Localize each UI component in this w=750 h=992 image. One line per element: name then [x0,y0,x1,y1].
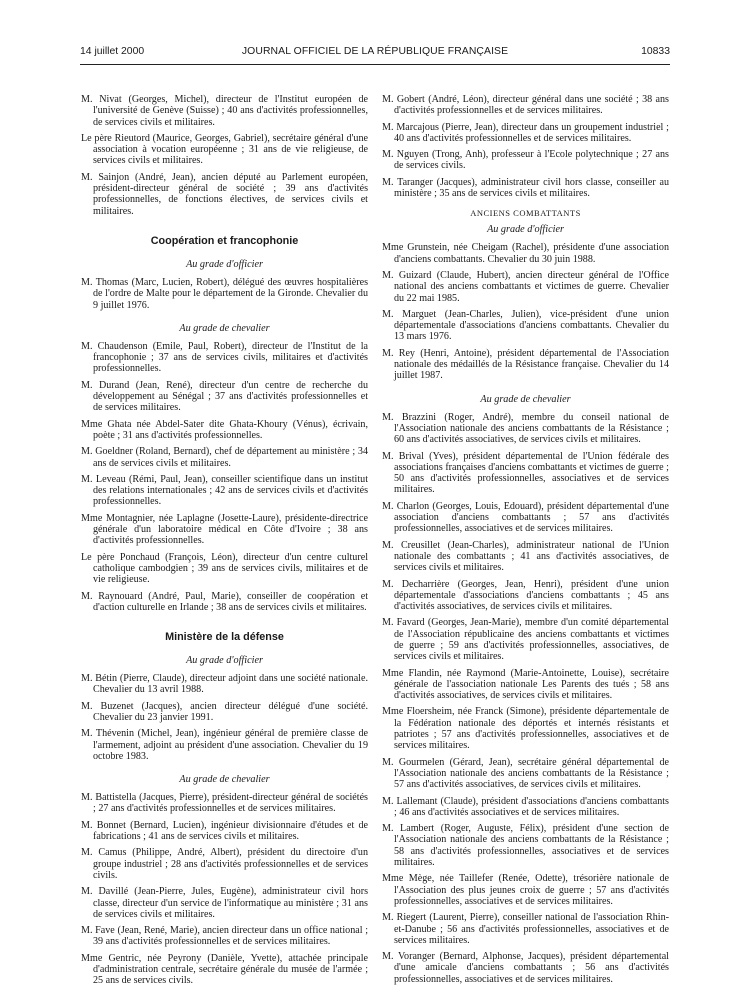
header-date: 14 juillet 2000 [80,46,145,57]
grade-heading: Au grade de chevalier [179,322,270,334]
decree-entry: M. Lallemant (Claude), président d'associations d'anciens combattants ; 46 ans d'activités associatives et de services militaires. [382,795,669,818]
grade-heading: Au grade d'officier [186,258,263,270]
decree-entry: M. Nivat (Georges, Michel), directeur de l'Institut européen de l'université de Genève (Suisse) ; 40 ans d'activités professionnelles, de services civils et militaires. [81,94,368,128]
decree-entry: Mme Mège, née Taillefer (Renée, Odette), trésorière nationale de l'Association des plus jeunes croix de guerre ; 57 ans d'activités professionnelles, associatives et de services militaires. [382,873,669,907]
decree-entry: Mme Flandin, née Raymond (Marie-Antoinette, Louise), secrétaire générale de l'association nationale Les Parents des tués ; 58 ans d'activités associatives, de services civils et militaires. [382,667,669,702]
decree-entry: M. Fave (Jean, René, Marie), ancien directeur dans un office national ; 39 ans d'activités professionnelles et de services militaires. [81,925,368,948]
decree-entry: M. Gourmelen (Gérard, Jean), secrétaire général départemental de l'Association nationale des anciens combattants de la Résistance ; 57 ans d'activités associatives, de services civils et militaires. [382,756,669,791]
decree-entry: Mme Montagnier, née Laplagne (Josette-Laure), présidente-directrice générale d'un laboratoire médical en Côte d'Ivoire ; 38 ans d'activités professionnelles. [81,512,368,547]
decree-entry: M. Gobert (André, Léon), directeur général dans une société ; 38 ans d'activités professionnelles et de services militaires. [382,94,669,117]
decree-entry: M. Voranger (Bernard, Alphonse, Jacques), président départemental d'une amicale d'anciens combattants ; 56 ans d'activités professionnelles, associatives et de services militaires. [382,951,669,985]
decree-entry: M. Davillé (Jean-Pierre, Jules, Eugène), administrateur civil hors classe, directeur d'un service de l'informatique au ministère ; 31 ans de services civils et militaires. [81,886,368,920]
decree-entry: M. Marcajous (Pierre, Jean), directeur dans un groupement industriel ; 40 ans d'activités professionnelles et de services militaires. [382,121,669,144]
header-page-number: 10833 [641,46,670,57]
decree-entry: Mme Gentric, née Peyrony (Danièle, Yvette), attachée principale d'administration centrale, secrétaire générale du musée de l'armée ; 25 ans de services civils. [81,952,368,987]
decree-entry: M. Thévenin (Michel, Jean), ingénieur général de première classe de l'armement, adjoint au président d'une association. Chevalier du 19 octobre 1983. [81,728,368,762]
page-header [80,46,670,65]
decree-entry: M. Chaudenson (Emile, Paul, Robert), directeur de l'Institut de la francophonie ; 37 ans de services civils, militaires et d'activités professionnelles. [81,340,368,375]
decree-entry: M. Bonnet (Bernard, Lucien), ingénieur divisionnaire d'études et de fabrications ; 41 ans de services civils et militaires. [81,819,368,843]
section-heading: ANCIENS COMBATTANTS [470,208,581,219]
decree-entry: M. Buzenet (Jacques), ancien directeur délégué d'une société. Chevalier du 23 janvier 1991. [81,700,368,723]
decree-entry: M. Camus (Philippe, André, Albert), président du directoire d'un groupe industriel ; 28 ans d'activités professionnelles et de services civils. [81,847,368,881]
decree-entry: M. Brazzini (Roger, André), membre du conseil national de l'Association nationale des anciens combattants de la Résistance ; 60 ans d'activités associatives, de services civils et militaires. [382,411,669,446]
decree-entry: Mme Floersheim, née Franck (Simone), présidente départementale de la Fédération nationale des déportés et internés résistants et patriotes ; 57 ans d'activités professionnelles, associatives et de services militaires. [382,706,669,752]
decree-entry: M. Guizard (Claude, Hubert), ancien directeur général de l'Office national des anciens combattants et victimes de guerre. Chevalier du 22 mai 1985. [382,269,669,304]
decree-entry: M. Brival (Yves), président départemental de l'Union fédérale des associations françaises d'anciens combattants et victimes de guerre ; 50 ans d'activités professionnelles, associatives et de services militaires. [382,450,669,496]
decree-entry: Le père Ponchaud (François, Léon), directeur d'un centre culturel catholique cambodgien ; 39 ans de services civils, militaires et de vie religieuse. [81,551,368,586]
left-column [81,94,368,992]
decree-entry: M. Bétin (Pierre, Claude), directeur adjoint dans une société nationale. Chevalier du 13 avril 1988. [81,673,368,696]
grade-heading: Au grade d'officier [487,224,564,236]
section-heading: Ministère de la défense [165,631,284,644]
decree-entry: M. Taranger (Jacques), administrateur civil hors classe, conseiller au ministère ; 35 ans de services civils et militaires. [382,176,669,200]
decree-entry: M. Lambert (Roger, Auguste, Félix), président d'une section de l'Association nationale des anciens combattants de la Résistance ; 58 ans d'activités professionnelles, associatives et de services militaires. [382,823,669,869]
decree-entry: M. Leveau (Rémi, Paul, Jean), conseiller scientifique dans un institut des relations internationales ; 42 ans de services civils et d'activités professionnelles. [81,473,368,508]
decree-entry: M. Durand (Jean, René), directeur d'un centre de recherche du développement au Sénégal ; 37 ans d'activités professionnelles et de services militaires. [81,379,368,414]
grade-heading: Au grade de chevalier [179,774,270,786]
decree-entry: M. Favard (Georges, Jean-Marie), membre d'un comité départemental de l'Association républicaine des anciens combattants et victimes de guerre ; 59 ans d'activités professionnelles, associatives, de services civils et militaires. [382,617,669,663]
decree-entry: M. Raynouard (André, Paul, Marie), conseiller de coopération et d'action culturelle en Irlande ; 38 ans de services civils et militaires. [81,590,368,613]
decree-entry: M. Charlon (Georges, Louis, Edouard), président départemental d'une association d'anciens combattants ; 57 ans d'activités professionnelles, associatives et de services militaires. [382,500,669,535]
grade-heading: Au grade d'officier [186,655,263,667]
decree-entry: M. Sainjon (André, Jean), ancien député au Parlement européen, président-directeur général de société ; 39 ans d'activités professionnelles, de fonctions électives, de services civils et militaires. [81,171,368,217]
section-heading: Coopération et francophonie [150,234,299,247]
decree-entry: M. Creusillet (Jean-Charles), administrateur national de l'Union nationale des combattants ; 41 ans d'activités associatives, de services civils et militaires. [382,539,669,574]
decree-entry: M. Battistella (Jacques, Pierre), président-directeur général de sociétés ; 27 ans d'activités professionnelles et de services militaires. [81,792,368,815]
decree-entry: Mme Ghata née Abdel-Sater dite Ghata-Khoury (Vénus), écrivain, poète ; 31 ans d'activités professionnelles. [81,418,368,441]
grade-heading: Au grade de chevalier [480,393,571,405]
decree-entry: M. Goeldner (Roland, Bernard), chef de département au ministère ; 34 ans de services civils et militaires. [81,446,368,469]
decree-entry: M. Thomas (Marc, Lucien, Robert), délégué des œuvres hospitalières de l'ordre de Malte pour le département de la Gironde. Chevalier du 9 juillet 1976. [81,276,368,311]
decree-entry: M. Rey (Henri, Antoine), président départemental de l'Association nationale des médaillés de la Résistance française. Chevalier du 14 juillet 1987. [382,347,669,382]
decree-entry: M. Decharrière (Georges, Jean, Henri), président d'une union départementale d'associations d'anciens combattants ; 45 ans d'activités associatives, de services civils et militaires. [382,578,669,613]
decree-entry: Le père Rieutord (Maurice, Georges, Gabriel), secrétaire général d'une association à vocation européenne ; 31 ans de vie religieuse, de services civils et militaires. [81,132,368,167]
decree-entry: M. Marguet (Jean-Charles, Julien), vice-président d'une union départementale d'associations d'anciens combattants. Chevalier du 13 mars 1976. [382,308,669,343]
header-title: JOURNAL OFFICIEL DE LA RÉPUBLIQUE FRANÇAISE [241,46,509,57]
decree-entry: M. Nguyen (Trong, Anh), professeur à l'Ecole polytechnique ; 27 ans de services civils. [382,149,669,172]
right-column [382,94,669,990]
decree-entry: Mme Grunstein, née Cheigam (Rachel), présidente d'une association d'anciens combattants. Chevalier du 30 juin 1988. [382,242,669,265]
decree-entry: M. Riegert (Laurent, Pierre), conseiller national de l'association Rhin-et-Danube ; 56 ans d'activités professionnelles, associatives et de services militaires. [382,912,669,946]
